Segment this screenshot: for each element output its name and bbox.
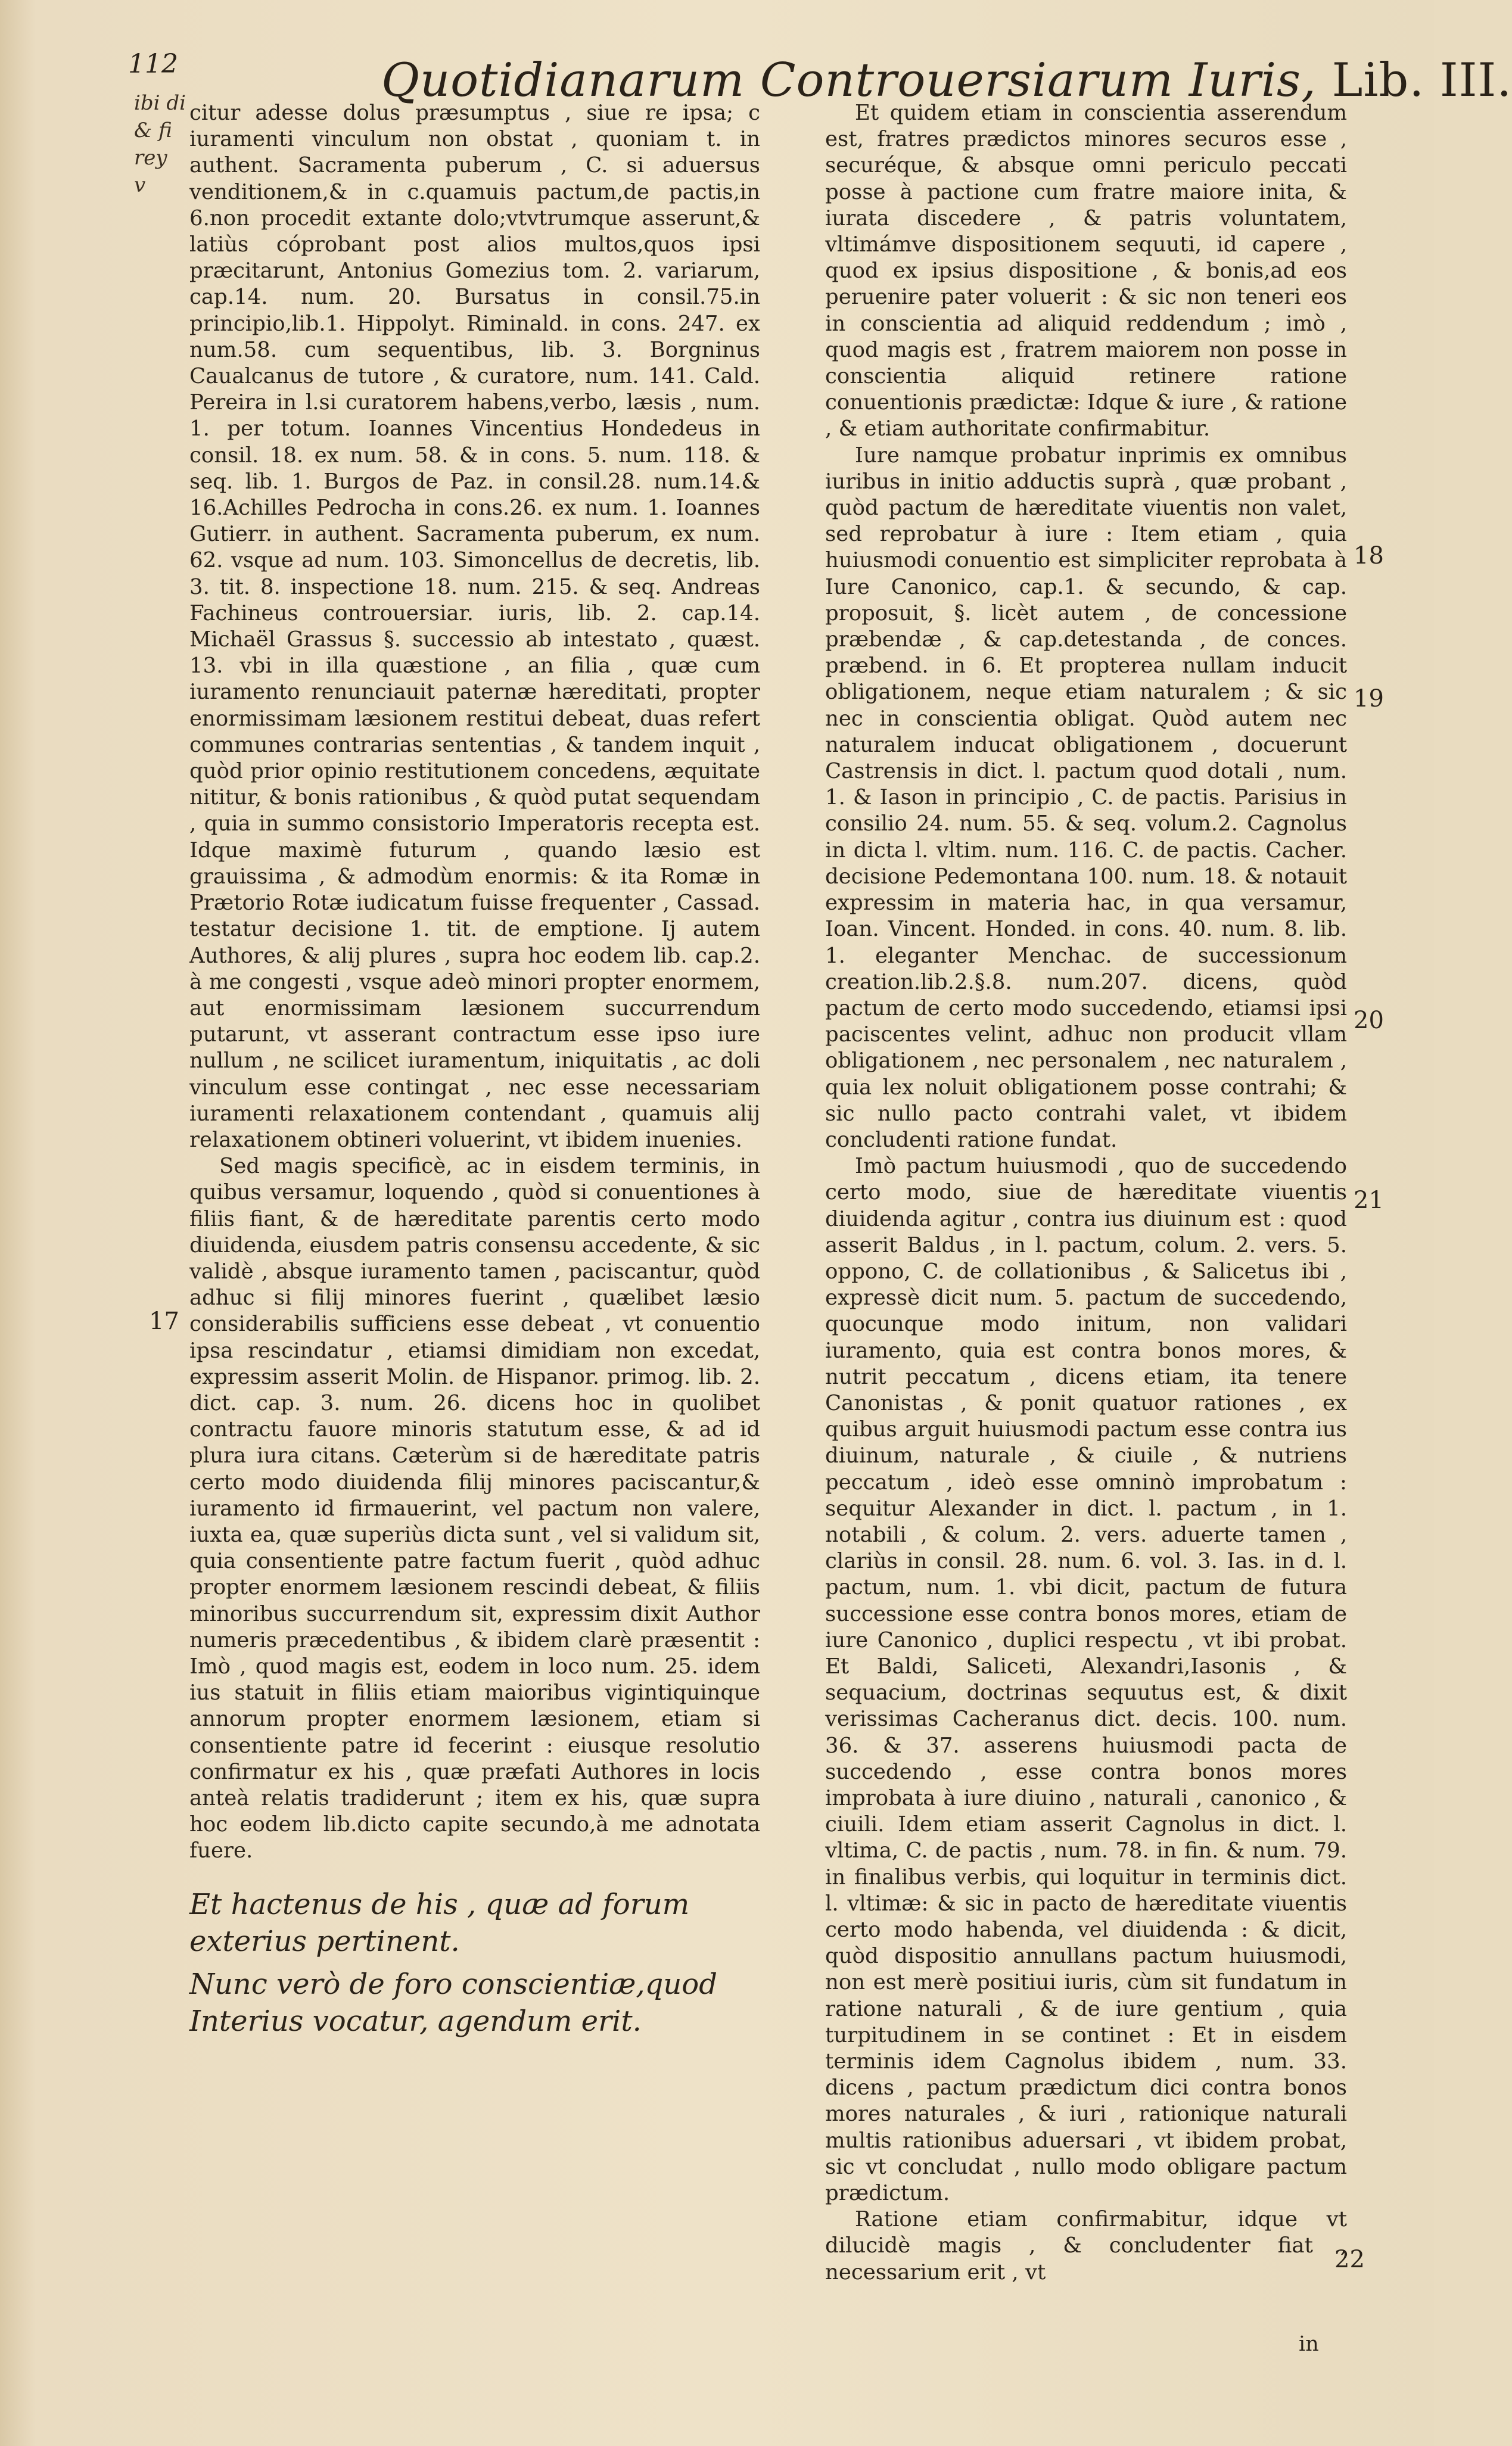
left-column [189, 100, 760, 2040]
margin-number: 21 [1354, 1187, 1384, 1214]
paragraph: Ratione etiam confirmabitur, idque vt dilucidè magis , & concludenter fiat , necessarium erit , vt [825, 2207, 1347, 2285]
catchword: in [1299, 2332, 1319, 2356]
margin-number: 18 [1354, 542, 1384, 570]
page-number: 112 [128, 49, 178, 79]
running-head-title: Quotidianarum Controuersiarum Iuris, [381, 54, 1317, 107]
margin-number: 17 [149, 1308, 179, 1335]
paragraph: citur adesse dolus præsumptus , siue re ipsa; c iuramenti vinculum non obstat , quoniam t. in authent. Sacramenta puberum , C. si aduersus venditionem,& in c.quamuis pactum,de pactis,in 6.non procedit extante dolo;vtvtrumque asserunt,& latiùs cóprobant post alios multos,quos ipsi præcitarunt, Antonius Gomezius tom. 2. variarum, cap.14. num. 20. Bursatus in consil.75.in principio,lib.1. Hippolyt. Riminald. in cons. 247. ex num.58. cum sequentibus, lib. 3. Borgninus Caualcanus de tutore , & curatore, num. 141. Cald. Pereira in l.si curatorem habens,verbo, læsis , num. 1. per totum. Ioannes Vincentius Hondedeus in consil. 18. ex num. 58. & in cons. 5. num. 118. & seq. lib. 1. Burgos de Paz. in consil.28. num.14.& 16.Achilles Pedrocha in cons.26. ex num. 1. Ioannes Gutierr. in authent. Sacramenta puberum, ex num. 62. vsque ad num. 103. Simoncellus de decretis, lib. 3. tit. 8. inspectione 18. num. 215. & seq. Andreas Fachineus controuersiar. iuris, lib. 2. cap.14. Michaël Grassus §. successio ab intestato , quæst. 13. vbi in illa quæstione , an filia , quæ cum iuramento renunciauit paternæ hæreditati, propter enormissimam læsionem restitui debeat, duas refert communes contrarias sententias , & tandem inquit , quòd prior opinio restitutionem concedens, æquitate nititur, & bonis rationibus , & quòd putat sequendam , quia in summo consistorio Imperatoris recepta est. Idque maximè futurum , quando læsio est grauissima , & admodùm enormis: & ita Romæ in Prætorio Rotæ iudicatum fuisse frequenter , Cassad. testatur decisione 1. tit. de emptione. Ij autem Authores, & alij plures , supra hoc eodem lib. cap.2. à me congesti , vsque adeò minori propter enormem, aut enormissimam læsionem succurrendum putarunt, vt asserant contractum esse ipso iure nullum , ne scilicet iuramentum, iniquitatis , ac doli vinculum esse contingat , nec esse necessariam iuramenti relaxationem contendant , quamuis alij relaxationem obtineri voluerint, vt ibidem inuenies. [189, 101, 760, 1152]
margin-number: 19 [1354, 685, 1384, 712]
margin-fragments [134, 89, 186, 199]
paragraph: Imò pactum huiusmodi , quo de succedendo certo modo, siue de hæreditate viuentis diuidenda agitur , contra ius diuinum est : quod asserit Baldus , in l. pactum, colum. 2. vers. 5. oppono, C. de collationibus , & Salicetus ibi , expressè dicit num. 5. pactum de succedendo, quocunque modo initum, non validari iuramento, quia est contra bonos mores, & nutrit peccatum , dicens etiam, ita tenere Canonistas , & ponit quatuor rationes , ex quibus arguit huiusmodi pactum esse contra ius diuinum, naturale , & ciuile , & nutriens peccatum , ideò esse omninò improbatum : sequitur Alexander in dict. l. pactum , in 1. notabili , & colum. 2. vers. aduerte tamen , clariùs in consil. 28. num. 6. vol. 3. Ias. in d. l. pactum, num. 1. vbi dicit, pactum de futura successione esse contra bonos mores, etiam de iure Canonico , duplici respectu , vt ibi probat. Et Baldi, Saliceti, Alexandri,Iasonis , & sequacium, doctrinas sequutus est, & dixit verissimas Cacheranus dict. decis. 100. num. 36. & 37. asserens huiusmodi pacta de succedendo , esse contra bonos mores improbata à iure diuino , naturali , canonico , & ciuili. Idem etiam asserit Cagnolus in dict. l. vltima, C. de pactis , num. 78. in fin. & num. 79. in finalibus verbis, qui loquitur in terminis dict. l. vltimæ: & sic in pacto de hæreditate viuentis certo modo habenda, vel diuidenda : & dicit, quòd dispositio annullans pactum huiusmodi, non est merè positiui iuris, cùm sit fundatum in ratione naturali , & de iure gentium , quia turpitudinem in se continet : Et in eisdem terminis idem Cagnolus ibidem , num. 33. dicens , pactum prædictum dici contra bonos mores naturales , & iuri , rationique naturali multis rationibus aduersari , vt ibidem probat, sic vt concludat , nullo modo obligare pactum prædictum. [825, 1154, 1347, 2206]
closing-line: Et hactenus de his , quæ ad forum exterius pertinent. [189, 1887, 690, 1958]
closing-line: Nunc verò de foro conscientiæ,quod Interius vocatur, agendum erit. [189, 1967, 717, 2038]
running-head-book: Lib. III. [1331, 54, 1512, 107]
margin-fragment: rey [134, 146, 167, 170]
margin-fragment: & fi [134, 119, 172, 142]
margin-number: 20 [1354, 1007, 1384, 1034]
running-head [381, 54, 1512, 107]
margin-number: 22 [1334, 2246, 1365, 2273]
margin-fragment: v [134, 173, 146, 197]
paragraph: Et quidem etiam in conscientia asserendum est, fratres prædictos minores securos esse , securéque, & absque omni periculo peccati posse à pactione cum fratre maiore inita, & iurata discedere , & patris voluntatem, vltimámve dispositionem sequuti, id capere , quod ex ipsius dispositione , & bonis,ad eos peruenire pater voluerit : & sic non teneri eos in conscientia ad aliquid reddendum ; imò , quod magis est , fratrem maiorem non posse in conscientia aliquid retinere ratione conuentionis prædictæ: Idque & iure , & ratione , & etiam authoritate confirmabitur. [825, 101, 1347, 441]
paragraph: Sed magis specificè, ac in eisdem terminis, in quibus versamur, loquendo , quòd si conuentiones à filiis fiant, & de hæreditate parentis certo modo diuidenda, eiusdem patris consensu accedente, & sic validè , absque iuramento tamen , paciscantur, quòd adhuc si filij minores fuerint , quælibet læsio considerabilis sufficiens esse debeat , vt conuentio ipsa rescindatur , etiamsi dimidiam non excedat, expressim asserit Molin. de Hispanor. primog. lib. 2. dict. cap. 3. num. 26. dicens hoc in quolibet contractu fauore minoris statutum esse, & ad id plura iura citans. Cæterùm si de hæreditate patris certo modo diuidenda filij minores paciscantur,& iuramento id firmauerint, vel pactum non valere, iuxta ea, quæ superiùs dicta sunt , vel si validum sit, quia consentiente patre factum fuerit , quòd adhuc propter enormem læsionem rescindi debeat, & filiis minoribus succurrendum sit, expressim dixit Author numeris præcedentibus , & ibidem clarè præsentit : Imò , quod magis est, eodem in loco num. 25. idem ius statuit in filiis etiam maioribus vigintiquinque annorum propter enormem læsionem, etiam si consentiente patre id fecerint : eiusque resolutio confirmatur ex his , quæ præfati Authores in locis anteà relatis tradiderunt ; item ex his, quæ supra hoc eodem lib.dicto capite secundo,à me adnotata fuere. [189, 1154, 760, 1863]
right-column [825, 100, 1347, 2286]
margin-fragment: ibi di [134, 91, 186, 115]
paragraph: Iure namque probatur inprimis ex omnibus iuribus in initio adductis suprà , quæ probant , quòd pactum de hæreditate viuentis non valet, sed reprobatur à iure : Item etiam , quia huiusmodi conuentio est simpliciter reprobata à Iure Canonico, cap.1. & secundo, & cap. proposuit, §. licèt autem , de concessione præbendæ , & cap.detestanda , de conces. præbend. in 6. Et propterea nullam inducit obligationem, neque etiam naturalem ; & sic nec in conscientia obligat. Quòd autem nec naturalem inducat obligationem , docuerunt Castrensis in dict. l. pactum quod dotali , num. 1. & Iason in principio , C. de pactis. Parisius in consilio 24. num. 55. & seq. volum.2. Cagnolus in dicta l. vltim. num. 116. C. de pactis. Cacher. decisione Pedemontana 100. num. 18. & notauit expressim in materia hac, in qua versamur, Ioan. Vincent. Honded. in cons. 40. num. 8. lib. 1. eleganter Menchac. de successionum creation.lib.2.§.8. num.207. dicens, quòd pactum de certo modo succedendo, etiamsi ipsi paciscentes velint, adhuc non producit vllam obligationem , nec personalem , nec naturalem , quia lex noluit obligationem posse contrahi; & sic nullo pacto contrahi valet, vt ibidem concludenti ratione fundat. [825, 443, 1347, 1152]
